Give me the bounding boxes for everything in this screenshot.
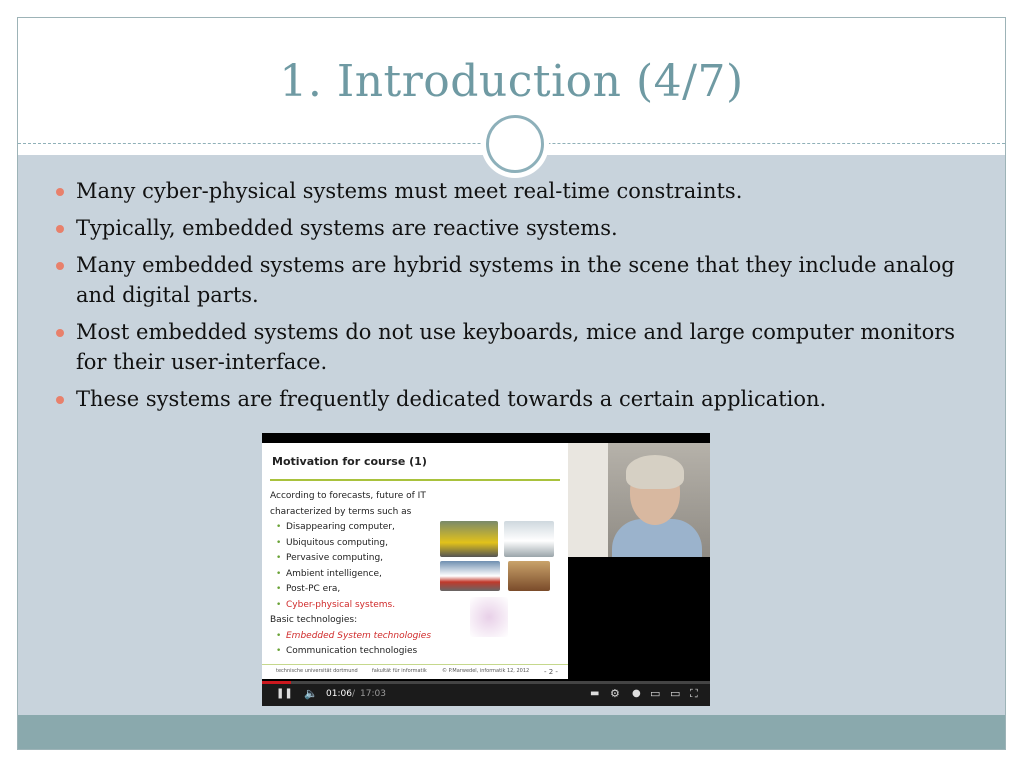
bullet-text: Typically, embedded systems are reactive systems. (76, 216, 618, 240)
page-title: 1. Introduction (4/7) (279, 56, 744, 107)
bullet-text: These systems are frequently dedicated towards a certain application. (76, 387, 827, 411)
bullet-item (56, 317, 956, 377)
term-item: • Disappearing computer, (270, 520, 431, 536)
term-item: • Post-PC era, (270, 582, 431, 598)
basic-item: • Communication technologies (270, 644, 431, 660)
plane-image (504, 521, 554, 557)
video-player[interactable] (262, 433, 710, 706)
basic-item: • Embedded System technologies (270, 629, 431, 645)
video-controls (262, 684, 710, 706)
term-item: • Ambient intelligence, (270, 567, 431, 583)
footer-left: technische universität dortmund (276, 668, 358, 674)
webcam-feed (568, 443, 710, 557)
video-slide-text (270, 489, 431, 660)
physics-image (470, 597, 508, 637)
intro-line: According to forecasts, future of IT (270, 491, 426, 501)
time-separator: / (352, 689, 356, 699)
basic-label: Basic technologies: (270, 615, 358, 625)
intro-line: characterized by terms such as (270, 506, 412, 517)
term-item: • Ubiquitous computing, (270, 536, 431, 552)
footer-right: © P.Marwedel, informatik 12, 2012 (442, 668, 530, 674)
bullet-dot-icon (56, 329, 64, 337)
footer-bar (18, 715, 1005, 749)
car-image (440, 521, 498, 557)
bullet-item (56, 213, 956, 243)
bullet-item (56, 176, 956, 206)
term-item: • Cyber-physical systems. (270, 598, 431, 614)
footer-page: - 2 - (544, 668, 558, 676)
bullet-text: Most embedded systems do not use keyboards, mice and large computer monitors for their user-interface. (76, 320, 956, 374)
bullet-text: Many cyber-physical systems must meet real-time constraints. (76, 179, 743, 203)
video-slide-rule (270, 479, 560, 481)
captions-icon[interactable]: ▬ (590, 688, 600, 699)
bullet-item (56, 250, 956, 310)
video-slide (262, 443, 568, 679)
slide-frame (17, 17, 1006, 750)
footer-mid: fakultät für informatik (372, 668, 427, 674)
ring-icon (486, 115, 544, 173)
video-slide-footer (262, 664, 568, 679)
robot-dog-image (508, 561, 550, 591)
large-player-icon[interactable]: ▭ (670, 687, 681, 700)
bullet-item (56, 384, 956, 414)
total-time: 17:03 (360, 689, 386, 699)
train-image (440, 561, 500, 591)
fullscreen-icon[interactable]: ⛶ (690, 687, 698, 700)
bullet-dot-icon (56, 188, 64, 196)
bullet-list (56, 176, 956, 421)
bullet-dot-icon (56, 262, 64, 270)
gear-icon[interactable]: ⚙ (610, 687, 620, 700)
bullet-text: Many embedded systems are hybrid systems in the scene that they include analog and digital parts. (76, 253, 955, 307)
bullet-dot-icon (56, 396, 64, 404)
video-slide-title: Motivation for course (1) (272, 455, 427, 468)
info-icon[interactable]: ● (632, 688, 641, 699)
current-time: 01:06 (326, 689, 352, 699)
term-item: • Pervasive computing, (270, 551, 431, 567)
bullet-dot-icon (56, 225, 64, 233)
small-player-icon[interactable]: ▭ (650, 687, 661, 700)
pause-icon[interactable]: ❚❚ (276, 688, 293, 699)
volume-icon[interactable]: 🔈 (304, 687, 318, 700)
